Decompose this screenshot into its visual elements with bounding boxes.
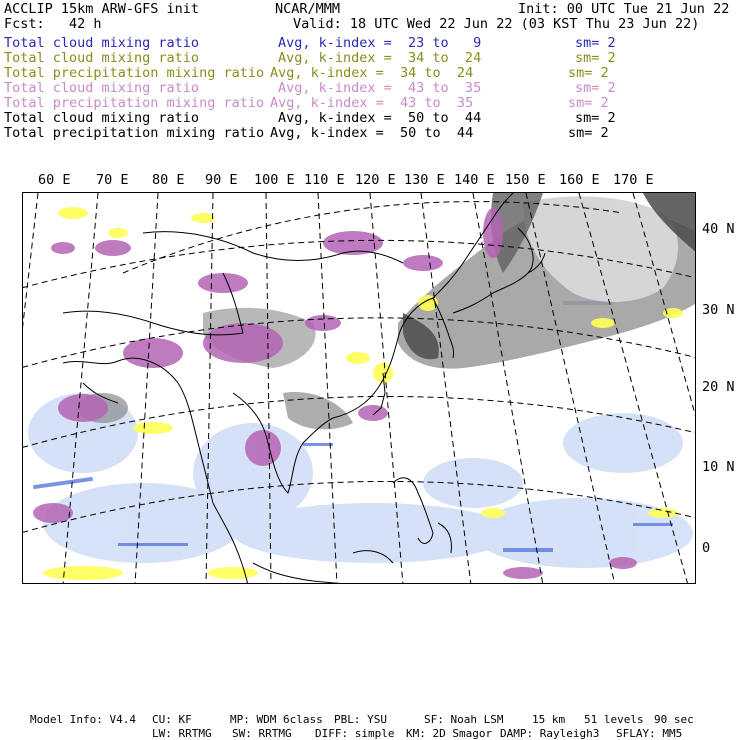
legend-range: Avg, k-index = 43 to 35 [270,95,474,111]
vertical-levels: 51 levels [584,713,644,726]
lat-label: 30 N [702,302,735,318]
legend-range: Avg, k-index = 50 to 44 [278,110,482,126]
model-title: ACCLIP 15km ARW-GFS init [4,1,200,17]
legend-field: Total cloud mixing ratio [4,35,200,51]
legend-range: Avg, k-index = 23 to 9 [278,35,482,51]
legend-range: Avg, k-index = 34 to 24 [278,50,482,66]
legend-smoothing: sm= 2 [568,95,609,111]
lon-label: 140 E [454,172,495,188]
lon-label: 60 E [38,172,71,188]
lon-label: 70 E [96,172,129,188]
legend-smoothing: sm= 2 [568,125,609,141]
legend-field: Total precipitation mixing ratio [4,65,265,81]
legend-smoothing: sm= 2 [575,50,616,66]
lon-label: 100 E [254,172,295,188]
legend-range: Avg, k-index = 50 to 44 [270,125,474,141]
damping-option: DAMP: Rayleigh3 [500,727,600,740]
surface-layer-option: SFLAY: MM5 [616,727,683,740]
legend-smoothing: sm= 2 [575,35,616,51]
eddy-option: KM: 2D Smagor [406,727,493,740]
lat-label: 10 N [702,459,735,475]
legend-smoothing: sm= 2 [575,80,616,96]
surface-scheme: SF: Noah LSM [424,713,504,726]
low-cloud-field [28,393,693,568]
lat-label: 20 N [702,379,735,395]
lat-label: 40 N [702,221,735,237]
lon-label: 150 E [505,172,546,188]
microphysics-scheme: MP: WDM 6class [230,713,323,726]
lat-label: 0 [702,540,711,556]
valid-time: Valid: 18 UTC Wed 22 Jun 22 (03 KST Thu 23 Jun 22) [293,16,700,32]
lon-label: 90 E [205,172,238,188]
forecast-hour: Fcst: 42 h [4,16,102,32]
shortwave-scheme: SW: RRTMG [232,727,292,740]
map-panel [22,192,696,584]
lon-label: 110 E [304,172,345,188]
lon-label: 120 E [355,172,396,188]
legend-range: Avg, k-index = 34 to 24 [270,65,474,81]
legend-range: Avg, k-index = 43 to 35 [278,80,482,96]
legend-field: Total precipitation mixing ratio [4,95,265,111]
legend-field: Total cloud mixing ratio [4,80,200,96]
lon-label: 170 E [613,172,654,188]
grid-spacing: 15 km [532,713,566,726]
diffusion-option: DIFF: simple [315,727,395,740]
lon-label: 80 E [152,172,185,188]
pbl-scheme: PBL: YSU [334,713,387,726]
longwave-scheme: LW: RRTMG [152,727,212,740]
legend-smoothing: sm= 2 [568,65,609,81]
legend-smoothing: sm= 2 [575,110,616,126]
init-time: Init: 00 UTC Tue 21 Jun 22 [518,1,730,17]
legend-field: Total cloud mixing ratio [4,50,200,66]
cumulus-scheme: CU: KF [152,713,192,726]
map-canvas [23,193,696,584]
lon-label: 130 E [404,172,445,188]
model-version: Model Info: V4.4 [30,713,136,726]
legend-field: Total precipitation mixing ratio [4,125,265,141]
legend-field: Total cloud mixing ratio [4,110,200,126]
lon-label: 160 E [559,172,600,188]
time-step: 90 sec [654,713,694,726]
organization-label: NCAR/MMM [275,1,341,17]
